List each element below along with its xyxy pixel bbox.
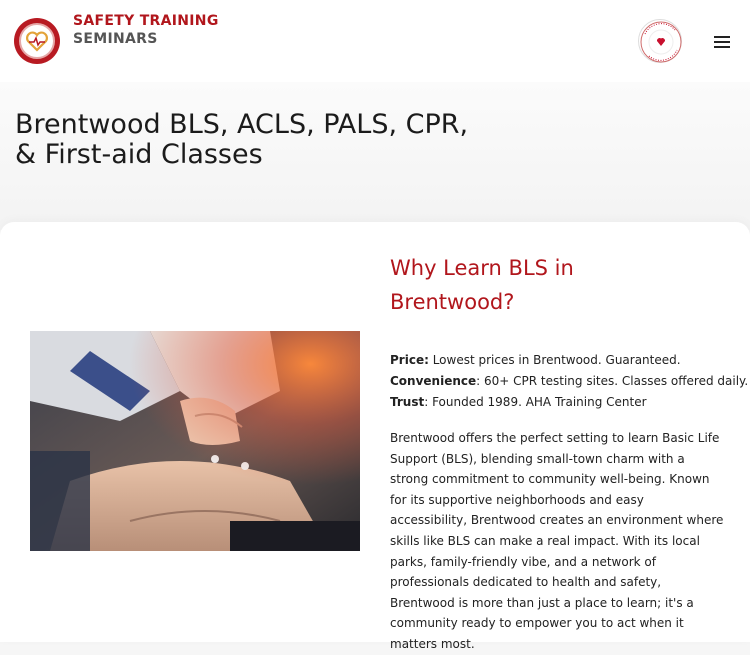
fact-trust: [390, 392, 730, 413]
heart-logo-icon: [19, 23, 55, 59]
fact-text: : 60+ CPR testing sites. Classes offered daily.: [476, 374, 749, 388]
page-title-line1: Brentwood BLS, ACLS, PALS, CPR,: [15, 109, 469, 140]
fact-price: [390, 350, 730, 371]
fact-label: Convenience: [390, 374, 477, 388]
page-title-line2: & First-aid Classes: [15, 139, 263, 170]
heart-icon: [26, 31, 48, 51]
section-title: [390, 251, 720, 319]
authorized-training-center-badge: [638, 19, 682, 63]
fact-text: : Founded 1989. AHA Training Center: [424, 395, 647, 409]
key-facts-list: [390, 350, 749, 413]
fact-label: Trust: [390, 395, 425, 409]
site-logo[interactable]: [14, 18, 60, 64]
page-title: [15, 110, 535, 170]
intro-paragraph: Brentwood offers the perfect setting to learn Basic Life Support (BLS), blending small-town charm with a strong commitment to community well-being. Known for its supportive neighborhoods and easy accessibility, Brentwood creates an environment where skills like BLS can make a real impact. With its local parks, family-friendly vibe, and a network of professionals dedicated to health and safety, Brentwood is more than just a place to learn; it's a community ready to empower you to act when it matters most.: [390, 431, 724, 651]
fact-convenience: [390, 371, 749, 392]
aha-badge-icon: [639, 20, 683, 64]
menu-line: [714, 41, 730, 43]
cpr-training-photo: [30, 331, 360, 551]
site-header: [0, 0, 750, 82]
cpr-photo-illustration: [30, 331, 360, 551]
fact-text: Lowest prices in Brentwood. Guaranteed.: [428, 353, 681, 367]
hamburger-menu-icon[interactable]: [712, 34, 732, 50]
section-title-line1: Why Learn BLS in: [390, 256, 574, 280]
menu-line: [714, 46, 730, 48]
menu-line: [714, 36, 730, 38]
section-title-line2: Brentwood?: [390, 290, 515, 314]
brand-name-line2[interactable]: SEMINARS: [73, 31, 158, 47]
fact-label: Price:: [390, 353, 429, 367]
brand-name-line1[interactable]: SAFETY TRAINING: [73, 13, 219, 29]
